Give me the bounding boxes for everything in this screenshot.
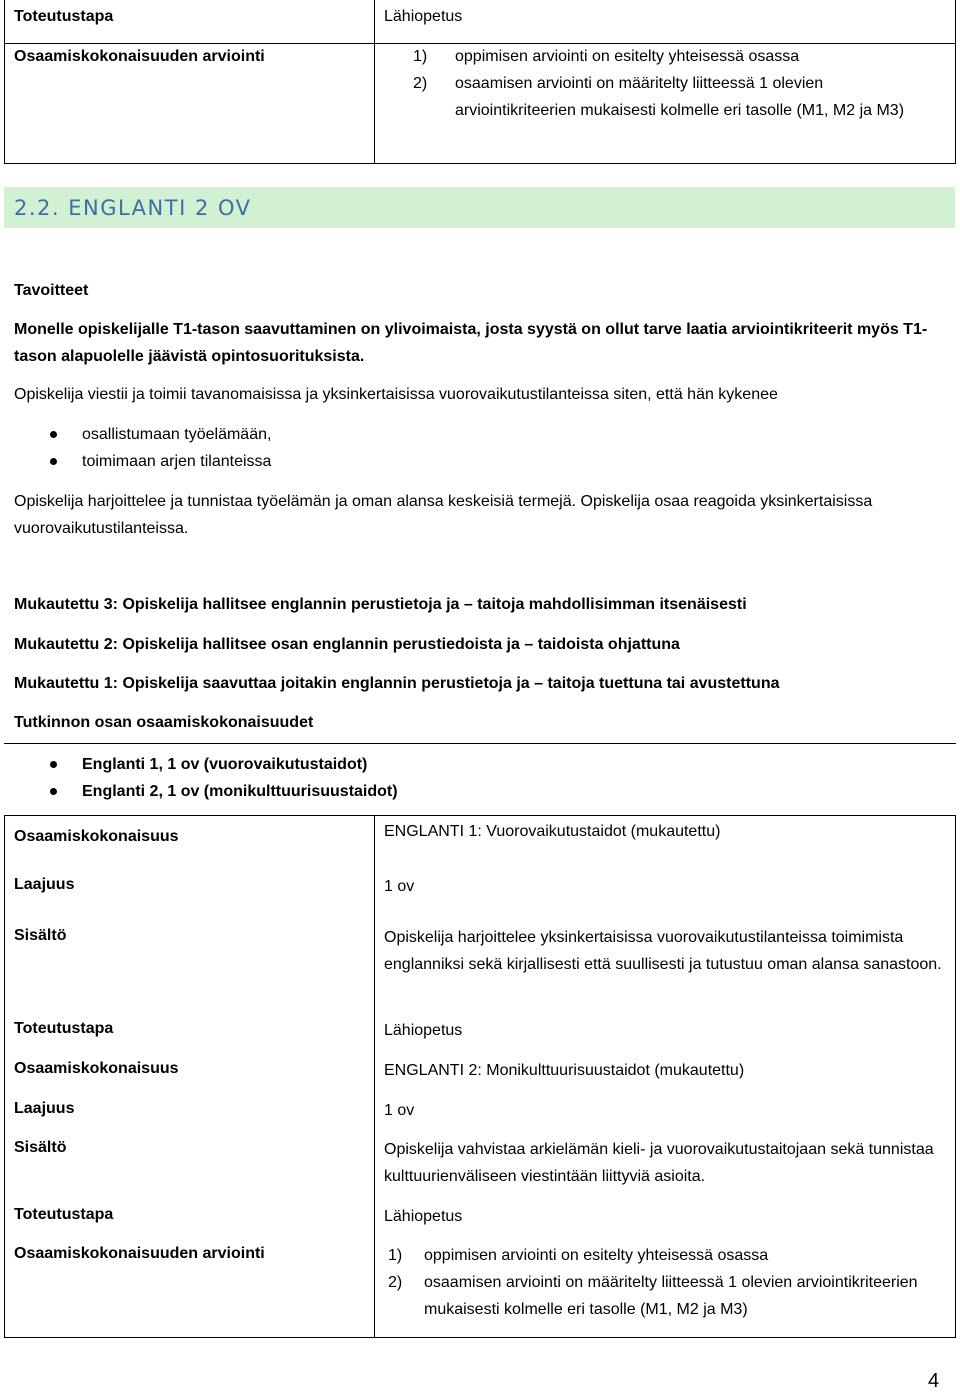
unit1-osaamiskokonaisuus-value: ENGLANTI 1: Vuorovaikutustaidot (mukautettu) bbox=[384, 823, 721, 840]
list-item: 2) osaamisen arviointi on määritelty liitteessä 1 olevien arviointikriteerien mukaisesti kolmelle eri tasolle (M1, M2 ja M3) bbox=[413, 75, 905, 119]
unit2-arviointi-list bbox=[388, 1242, 948, 1323]
section-heading: 2.2. ENGLANTI 2 OV bbox=[14, 196, 252, 220]
unit2-arviointi-label: Osaamiskokonaisuuden arviointi bbox=[14, 1245, 265, 1262]
level-m2: Mukautettu 2: Opiskelija hallitsee osan englannin perustiedoista ja – taidoista ohjattuna bbox=[14, 636, 680, 653]
table-border bbox=[374, 815, 375, 1337]
table-border bbox=[955, 0, 956, 164]
unit2-laajuus-value: 1 ov bbox=[384, 1102, 415, 1119]
table-border bbox=[4, 815, 956, 816]
table-border bbox=[4, 1337, 956, 1338]
unit1-toteutustapa-label: Toteutustapa bbox=[14, 1020, 114, 1037]
table-border bbox=[4, 743, 956, 744]
intro-bold-paragraph: Monelle opiskelijalle T1-tason saavuttaminen on ylivoimaista, josta syystä on ollut tarve laatia arviointikriteerit myös T1-tason alapuolelle jäävistä opintosuorituksista. bbox=[14, 321, 928, 365]
intro-paragraph: Opiskelija viestii ja toimii tavanomaisissa ja yksinkertaisissa vuorovaikutustilanteissa siten, että hän kykenee bbox=[14, 386, 778, 403]
list-item: osallistumaan työelämään, bbox=[0, 421, 900, 448]
competence-units-list bbox=[0, 751, 900, 805]
level-m3: Mukautettu 3: Opiskelija hallitsee englannin perustietoja ja – taitoja mahdollisimman itsenäisesti bbox=[14, 596, 747, 613]
unit1-sisalto-label: Sisältö bbox=[14, 927, 67, 944]
list-item: Englanti 1, 1 ov (vuorovaikutustaidot) bbox=[0, 751, 900, 778]
arviointi-label: Osaamiskokonaisuuden arviointi bbox=[14, 48, 265, 65]
toteutustapa-value: Lähiopetus bbox=[384, 8, 463, 25]
competence-units-heading: Tutkinnon osan osaamiskokonaisuudet bbox=[14, 714, 314, 731]
level-m1: Mukautettu 1: Opiskelija saavuttaa joitakin englannin perustietoja ja – taitoja tuettuna tai avustettuna bbox=[14, 675, 780, 692]
unit1-sisalto-value: Opiskelija harjoittelee yksinkertaisissa vuorovaikutustilanteissa toimimista englanniksi sekä kirjallisesti että suullisesti ja tutustuu oman alansa sanastoon. bbox=[384, 929, 942, 973]
intro-bullets bbox=[0, 421, 900, 475]
arviointi-list bbox=[413, 43, 933, 124]
unit2-osaamiskokonaisuus-label: Osaamiskokonaisuus bbox=[14, 1060, 179, 1077]
list-item: toimimaan arjen tilanteissa bbox=[0, 448, 900, 475]
list-item: Englanti 2, 1 ov (monikulttuurisuustaidot) bbox=[0, 778, 900, 805]
table-border bbox=[955, 815, 956, 1337]
unit2-toteutustapa-value: Lähiopetus bbox=[384, 1208, 463, 1225]
unit1-osaamiskokonaisuus-label: Osaamiskokonaisuus bbox=[14, 828, 179, 845]
unit1-toteutustapa-value: Lähiopetus bbox=[384, 1022, 463, 1039]
table-border bbox=[4, 0, 5, 164]
unit2-sisalto-value: Opiskelija vahvistaa arkielämän kieli- ja vuorovaikutustaitojaan sekä tunnistaa kulttuurienväliseen viestintään liittyviä asioita. bbox=[384, 1141, 934, 1185]
list-item: 1) oppimisen arviointi on esitelty yhteisessä osassa bbox=[388, 1247, 769, 1264]
unit2-laajuus-label: Laajuus bbox=[14, 1100, 75, 1117]
tavoitteet-heading: Tavoitteet bbox=[14, 282, 89, 299]
unit2-toteutustapa-label: Toteutustapa bbox=[14, 1206, 114, 1223]
table-border bbox=[4, 815, 5, 1337]
unit2-sisalto-label: Sisältö bbox=[14, 1139, 67, 1156]
unit2-osaamiskokonaisuus-value: ENGLANTI 2: Monikulttuurisuustaidot (mukautettu) bbox=[384, 1062, 745, 1079]
table-border bbox=[374, 0, 375, 164]
table-border bbox=[4, 163, 956, 164]
page-number: 4 bbox=[928, 1370, 940, 1392]
list-item: 1) oppimisen arviointi on esitelty yhteisessä osassa bbox=[413, 48, 800, 65]
unit1-laajuus-value: 1 ov bbox=[384, 878, 415, 895]
unit1-laajuus-label: Laajuus bbox=[14, 876, 75, 893]
list-item: 2) osaamisen arviointi on määritelty liitteessä 1 olevien arviointikriteerien mukaisesti kolmelle eri tasolle (M1, M2 ja M3) bbox=[388, 1274, 918, 1318]
toteutustapa-label: Toteutustapa bbox=[14, 8, 114, 25]
practice-paragraph: Opiskelija harjoittelee ja tunnistaa työelämän ja oman alansa keskeisiä termejä. Opiskelija osaa reagoida yksinkertaisissa vuorovaikutustilanteissa. bbox=[14, 493, 873, 537]
